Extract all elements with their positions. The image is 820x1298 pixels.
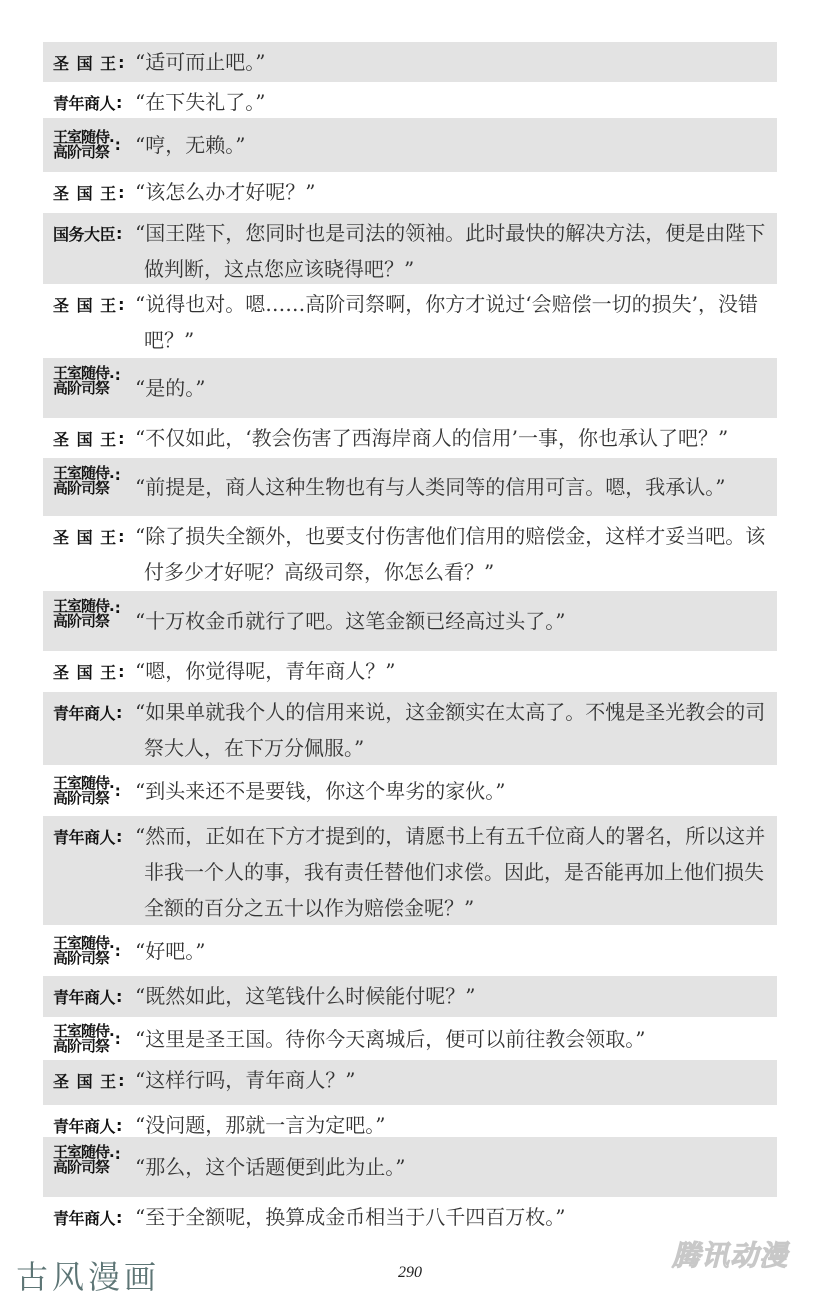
speaker-label: 青年商人 :: [53, 702, 123, 723]
speaker-name: 圣 国 王: [53, 1071, 118, 1091]
speaker-name-line: 王室随侍.: [53, 464, 114, 482]
speaker-label: 王室随侍. 高阶司祭 :: [53, 1021, 121, 1055]
speaker-name: 青年商人: [53, 93, 116, 113]
speaker-name-line: 高阶司祭: [53, 143, 110, 161]
speech-text: “哼，无赖。”: [135, 133, 246, 157]
speaker-label: 王室随侍. 高阶司祭 :: [53, 1143, 121, 1176]
speech-text: “这样行吗，青年商人？”: [135, 1068, 356, 1092]
speaker-name-line: 王室随侍.: [53, 364, 114, 382]
speech-text: “嗯，你觉得呢，青年商人？”: [135, 659, 396, 683]
speech-text: “好吧。”: [135, 938, 206, 963]
dialogue-row: [43, 1105, 777, 1137]
dialogue-row: [43, 213, 777, 284]
speaker-name: 青年商人: [53, 827, 116, 847]
dialogue-row: [43, 591, 777, 651]
speaker-label: 青年商人 :: [53, 826, 123, 847]
speaker-label: 王室随侍. 高阶司祭 :: [53, 464, 121, 497]
speaker-label: 圣 国 王 :: [53, 294, 125, 315]
dialogue-row: [43, 42, 777, 82]
dialogue-row: [43, 976, 777, 1017]
speech-text: “是的。”: [135, 376, 206, 400]
speaker-name-line: 王室随侍.: [53, 1143, 114, 1161]
tencent-comics-watermark: 腾讯动漫: [672, 1239, 789, 1272]
speaker-name: 圣 国 王: [53, 429, 118, 449]
speech-text: “这里是圣王国。待你今天离城后，便可以前往教会领取。”: [135, 1026, 646, 1051]
dialogue-row: [43, 651, 777, 692]
dialogue-row: [43, 418, 777, 458]
speaker-name: 青年商人: [53, 1116, 116, 1136]
speaker-name-line: 王室随侍.: [53, 933, 114, 952]
speaker-name-line: 高阶司祭: [53, 948, 110, 967]
speech-text: “十万枚金币就行了吧。这笔金额已经高过头了。”: [135, 609, 566, 633]
speaker-label: 圣 国 王 :: [53, 52, 125, 73]
speaker-label: 青年商人 :: [53, 986, 123, 1007]
dialogue-row: [43, 765, 777, 816]
speaker-name: 圣 国 王: [53, 53, 118, 73]
speaker-label: 王室随侍. 高阶司祭 :: [53, 933, 121, 967]
speech-text: “国王陛下，您同时也是司法的领袖。此时最快的解决方法，便是由陛下做判断，这点您应该晓得吧？”: [135, 221, 766, 281]
speech-text: “没问题，那就一言为定吧。”: [135, 1113, 386, 1137]
speaker-name-line: 高阶司祭: [53, 1158, 110, 1176]
dialogue-row: [43, 692, 777, 765]
speaker-name-line: 王室随侍.: [53, 773, 114, 792]
speaker-name: 圣 国 王: [53, 295, 118, 315]
dialogue-row: [43, 458, 777, 516]
speaker-name-line: 王室随侍.: [53, 597, 114, 615]
dialogue-row: [43, 816, 777, 925]
dialogue-row: [43, 358, 777, 418]
dialogue-row: [43, 1017, 777, 1060]
speaker-label: 青年商人 :: [53, 1115, 123, 1136]
dialogue-row: [43, 925, 777, 976]
speaker-name: 青年商人: [53, 703, 116, 723]
speech-text: “不仅如此，‘教会伤害了西海岸商人的信用’一事，你也承认了吧？”: [135, 426, 729, 450]
speaker-label: 青年商人 :: [53, 92, 123, 113]
speaker-label: 圣 国 王 :: [53, 1070, 125, 1091]
dialogue-row: [43, 516, 777, 591]
speaker-name: 圣 国 王: [53, 662, 118, 682]
dialogue-row: [43, 82, 777, 118]
speaker-name-line: 王室随侍.: [53, 1021, 114, 1040]
speaker-label: 王室随侍. 高阶司祭 :: [53, 773, 121, 807]
page-number: 290: [398, 1264, 422, 1281]
speech-text: “除了损失全额外，也要支付伤害他们信用的赔偿金，这样才妥当吧。该付多少才好呢？高级司祭，你怎么看？”: [135, 524, 766, 584]
speaker-label: 圣 国 王 :: [53, 526, 125, 547]
speaker-label: 王室随侍. 高阶司祭 :: [53, 364, 121, 397]
speaker-name-line: 高阶司祭: [53, 479, 110, 497]
speaker-name-line: 高阶司祭: [53, 612, 110, 630]
speaker-name-line: 高阶司祭: [53, 379, 110, 397]
speaker-label: 圣 国 王 :: [53, 182, 125, 203]
speech-text: “然而，正如在下方才提到的，请愿书上有五千位商人的署名，所以这并非我一个人的事，我有责任替他们求偿。因此，是否能再加上他们损失全额的百分之五十以作为赔偿金呢？”: [135, 824, 766, 920]
speech-text: “在下失礼了。”: [135, 90, 266, 114]
dialogue-row: [43, 284, 777, 358]
speech-text: “至于全额呢，换算成金币相当于八千四百万枚。”: [135, 1205, 566, 1229]
speaker-name: 圣 国 王: [53, 183, 118, 203]
speaker-name-line: 高阶司祭: [53, 788, 110, 807]
speaker-label: 圣 国 王 :: [53, 661, 125, 682]
dialogue-row: [43, 1060, 777, 1105]
speech-text: “那么，这个话题便到此为止。”: [135, 1155, 406, 1179]
speaker-label: 国务大臣 :: [53, 223, 123, 244]
speech-text: “既然如此，这笔钱什么时候能付呢？”: [135, 984, 476, 1008]
dialogue-row: [43, 172, 777, 213]
dialogue-list: [43, 42, 777, 1236]
speech-text: “适可而止吧。”: [135, 50, 266, 74]
speaker-name: 青年商人: [53, 987, 116, 1007]
dialogue-row: [43, 1137, 777, 1197]
speaker-label: 圣 国 王 :: [53, 428, 125, 449]
dialogue-row: [43, 1197, 777, 1236]
speaker-label: 王室随侍. 高阶司祭 :: [53, 597, 121, 630]
speaker-name: 青年商人: [53, 1208, 116, 1228]
speech-text: “到头来还不是要钱，你这个卑劣的家伙。”: [135, 778, 506, 803]
speaker-name: 圣 国 王: [53, 527, 118, 547]
speaker-name-line: 王室随侍.: [53, 128, 114, 146]
speech-text: “如果单就我个人的信用来说，这金额实在太高了。不愧是圣光教会的司祭大人，在下万分佩服。”: [135, 700, 766, 760]
speech-text: “说得也对。嗯……高阶司祭啊，你方才说过‘会赔偿一切的损失’，没错吧？”: [135, 292, 758, 352]
speech-text: “前提是，商人这种生物也有与人类同等的信用可言。嗯，我承认。”: [135, 475, 726, 499]
speech-text: “该怎么办才好呢？”: [135, 180, 316, 204]
dialogue-row: [43, 118, 777, 172]
gufeng-manhua-watermark: 古风漫画: [16, 1258, 161, 1296]
speaker-label: 王室随侍. 高阶司祭 :: [53, 128, 121, 161]
speaker-name-line: 高阶司祭: [53, 1036, 110, 1055]
speaker-label: 青年商人 :: [53, 1207, 123, 1228]
speaker-name: 国务大臣: [53, 224, 116, 244]
